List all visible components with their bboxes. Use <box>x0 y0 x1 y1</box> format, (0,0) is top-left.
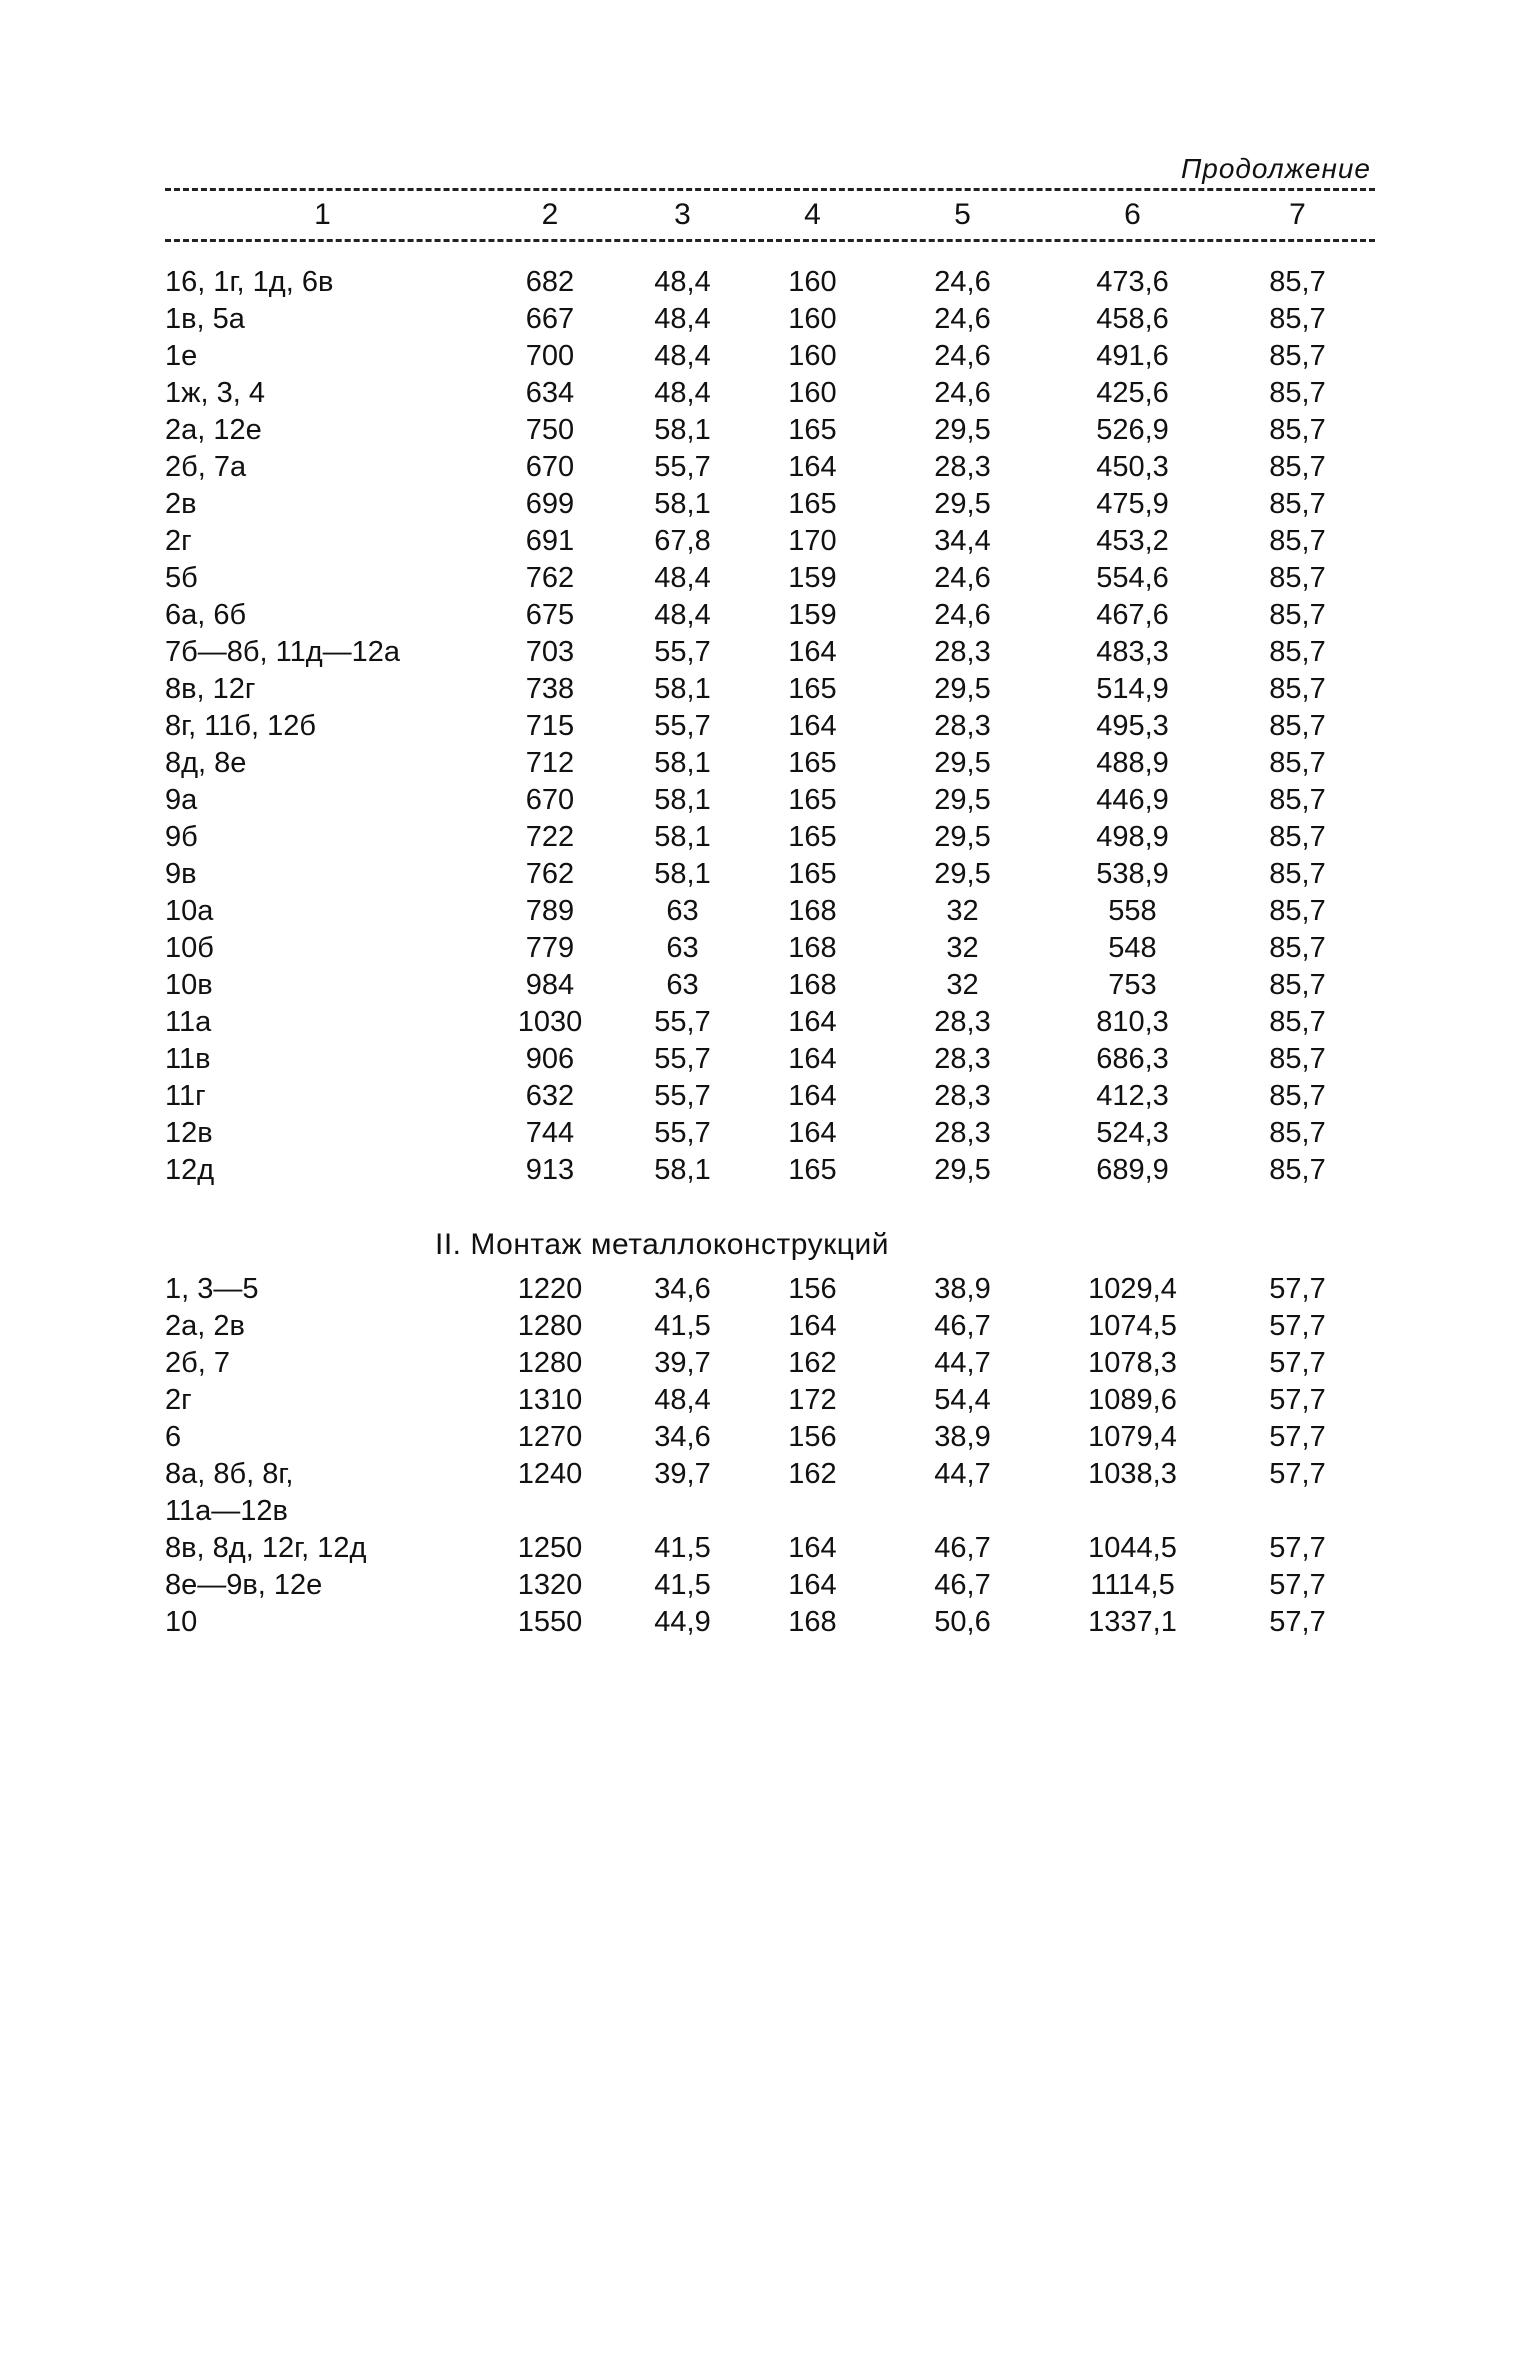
table-cell: 699 <box>525 488 575 520</box>
section-2-title: II. Монтаж металлоконструкций <box>435 1228 889 1261</box>
table-cell: 29,5 <box>934 747 991 779</box>
table-cell: 1030 <box>517 1006 583 1038</box>
table-cell: 63 <box>666 932 699 964</box>
table-row <box>165 1382 1375 1419</box>
column-header-7: 7 <box>1289 198 1306 231</box>
table-cell: 159 <box>788 599 837 631</box>
table-row <box>165 597 1375 634</box>
table-cell: 2а, 12е <box>165 414 262 446</box>
table-cell: 57,7 <box>1269 1421 1326 1453</box>
table-row <box>165 1419 1375 1456</box>
table-cell: 554,6 <box>1096 562 1169 594</box>
table-cell: 762 <box>525 562 575 594</box>
table-row <box>165 449 1375 486</box>
table-cell: 753 <box>1108 969 1157 1001</box>
table-cell: 446,9 <box>1096 784 1169 816</box>
table-cell: 11а <box>165 1006 212 1038</box>
table-cell: 7б—8б, 11д—12а <box>165 636 401 668</box>
table-cell: 9б <box>165 821 198 853</box>
table-cell: 39,7 <box>654 1347 711 1379</box>
table-row <box>165 893 1375 930</box>
table-row <box>165 1604 1375 1641</box>
table-cell: 28,3 <box>934 1043 991 1075</box>
table-cell: 670 <box>525 451 575 483</box>
table-cell: 24,6 <box>934 562 991 594</box>
table-cell: 164 <box>788 710 837 742</box>
table-cell: 48,4 <box>654 599 711 631</box>
table-cell: 85,7 <box>1269 636 1326 668</box>
table-cell: 1250 <box>517 1532 583 1564</box>
table-cell: 85,7 <box>1269 525 1326 557</box>
table-row <box>165 1041 1375 1078</box>
table-cell: 160 <box>788 340 837 372</box>
table-cell: 2в <box>165 488 197 520</box>
table-cell: 85,7 <box>1269 932 1326 964</box>
table-cell: 906 <box>525 1043 575 1075</box>
table-cell: 67,8 <box>654 525 711 557</box>
table-cell: 48,4 <box>654 1384 711 1416</box>
table-cell: 1550 <box>517 1606 583 1638</box>
table-cell: 85,7 <box>1269 266 1326 298</box>
table-cell: 1, 3—5 <box>165 1273 259 1305</box>
table-cell: 6а, 6б <box>165 599 247 631</box>
table-cell: 558 <box>1108 895 1157 927</box>
table-cell: 538,9 <box>1096 858 1169 890</box>
table-row <box>165 1567 1375 1604</box>
table-cell: 8в, 12г <box>165 673 256 705</box>
table-cell: 29,5 <box>934 673 991 705</box>
table-cell: 85,7 <box>1269 414 1326 446</box>
table-row <box>165 967 1375 1004</box>
table-cell: 24,6 <box>934 599 991 631</box>
table-cell: 29,5 <box>934 821 991 853</box>
table-cell: 10б <box>165 932 214 964</box>
table-cell: 2б, 7а <box>165 451 247 483</box>
table-cell: 164 <box>788 1006 837 1038</box>
column-header-5: 5 <box>954 198 971 231</box>
table-cell: 498,9 <box>1096 821 1169 853</box>
table-row <box>165 1345 1375 1382</box>
table-cell: 156 <box>788 1421 837 1453</box>
column-header-6: 6 <box>1124 198 1141 231</box>
table-cell: 58,1 <box>654 1154 711 1186</box>
table-cell: 58,1 <box>654 858 711 890</box>
table-cell: 738 <box>525 673 575 705</box>
table-cell: 675 <box>525 599 575 631</box>
table-cell: 164 <box>788 451 837 483</box>
table-cell: 168 <box>788 932 837 964</box>
table-cell: 1е <box>165 340 198 372</box>
table-cell: 32 <box>946 895 979 927</box>
table-row <box>165 338 1375 375</box>
table-cell: 488,9 <box>1096 747 1169 779</box>
table-cell: 165 <box>788 784 837 816</box>
table-cell: 85,7 <box>1269 1117 1326 1149</box>
table-cell: 46,7 <box>934 1532 991 1564</box>
table-cell: 12д <box>165 1154 215 1186</box>
table-cell: 712 <box>525 747 575 779</box>
table-row <box>165 301 1375 338</box>
table-row <box>165 708 1375 745</box>
table-cell: 32 <box>946 969 979 1001</box>
table-cell: 85,7 <box>1269 377 1326 409</box>
table-row <box>165 634 1375 671</box>
table-cell: 10а <box>165 895 214 927</box>
table-cell: 85,7 <box>1269 710 1326 742</box>
table-row <box>165 486 1375 523</box>
table-cell: 54,4 <box>934 1384 991 1416</box>
table-cell: 425,6 <box>1096 377 1169 409</box>
table-cell: 41,5 <box>654 1310 711 1342</box>
table-cell: 913 <box>525 1154 575 1186</box>
header-bottom-rule <box>165 239 1375 242</box>
table-cell: 28,3 <box>934 451 991 483</box>
table-cell: 9в <box>165 858 197 890</box>
table-cell: 1ж, 3, 4 <box>165 377 266 409</box>
table-cell: 524,3 <box>1096 1117 1169 1149</box>
table-cell: 57,7 <box>1269 1310 1326 1342</box>
table-cell: 28,3 <box>934 636 991 668</box>
table-cell: 24,6 <box>934 266 991 298</box>
table-cell: 750 <box>525 414 575 446</box>
table-cell: 32 <box>946 932 979 964</box>
table-cell: 168 <box>788 969 837 1001</box>
table-cell: 475,9 <box>1096 488 1169 520</box>
table-page <box>165 150 1375 1641</box>
table-cell: 1270 <box>517 1421 583 1453</box>
table-cell: 44,7 <box>934 1347 991 1379</box>
table-row <box>165 1308 1375 1345</box>
table-cell: 28,3 <box>934 710 991 742</box>
table-row <box>165 782 1375 819</box>
table-cell: 483,3 <box>1096 636 1169 668</box>
table-cell: 85,7 <box>1269 562 1326 594</box>
table-cell: 160 <box>788 303 837 335</box>
table-cell: 810,3 <box>1096 1006 1169 1038</box>
table-cell: 526,9 <box>1096 414 1169 446</box>
table-cell: 1074,5 <box>1088 1310 1177 1342</box>
table-cell: 164 <box>788 1532 837 1564</box>
table-cell: 450,3 <box>1096 451 1169 483</box>
table-cell: 160 <box>788 266 837 298</box>
table-cell: 46,7 <box>934 1569 991 1601</box>
table-row <box>165 1152 1375 1189</box>
table-cell: 55,7 <box>654 1043 711 1075</box>
table-cell: 164 <box>788 1569 837 1601</box>
table-cell: 473,6 <box>1096 266 1169 298</box>
table-cell: 55,7 <box>654 1006 711 1038</box>
table-cell: 162 <box>788 1458 837 1490</box>
table-cell: 1029,4 <box>1088 1273 1177 1305</box>
table-cell: 412,3 <box>1096 1080 1169 1112</box>
table-cell: 1038,3 <box>1088 1458 1177 1490</box>
table-cell: 634 <box>525 377 575 409</box>
table-cell: 1114,5 <box>1090 1569 1175 1601</box>
table-cell: 85,7 <box>1269 784 1326 816</box>
table-cell: 85,7 <box>1269 340 1326 372</box>
table-cell: 8д, 8е <box>165 747 247 779</box>
table-cell: 670 <box>525 784 575 816</box>
table-cell: 1в, 5а <box>165 303 245 335</box>
table-cell: 691 <box>525 525 575 557</box>
table-cell: 1337,1 <box>1088 1606 1177 1638</box>
table-cell: 48,4 <box>654 562 711 594</box>
table-cell: 700 <box>525 340 575 372</box>
table-cell: 29,5 <box>934 784 991 816</box>
table-row <box>165 1115 1375 1152</box>
table-cell: 164 <box>788 1310 837 1342</box>
table-cell: 160 <box>788 377 837 409</box>
table-cell: 2г <box>165 1384 192 1416</box>
table-cell: 779 <box>525 932 575 964</box>
table-cell: 58,1 <box>654 784 711 816</box>
table-cell: 48,4 <box>654 377 711 409</box>
table-cell: 2г <box>165 525 192 557</box>
table-cell: 9а <box>165 784 198 816</box>
table-cell: 165 <box>788 747 837 779</box>
table-cell: 1310 <box>517 1384 583 1416</box>
table-cell: 632 <box>525 1080 575 1112</box>
table-cell: 667 <box>525 303 575 335</box>
table-cell: 16, 1г, 1д, 6в <box>165 266 334 298</box>
table-cell: 8е—9в, 12е <box>165 1569 323 1601</box>
table-cell: 28,3 <box>934 1117 991 1149</box>
table-cell: 48,4 <box>654 340 711 372</box>
table-row <box>165 1004 1375 1041</box>
table-cell: 10в <box>165 969 213 1001</box>
table-cell: 168 <box>788 895 837 927</box>
table-cell: 41,5 <box>654 1532 711 1564</box>
table-cell: 24,6 <box>934 303 991 335</box>
table-cell: 744 <box>525 1117 575 1149</box>
table-cell: 48,4 <box>654 266 711 298</box>
table-cell: 58,1 <box>654 747 711 779</box>
table-row <box>165 745 1375 782</box>
table-cell: 85,7 <box>1269 1043 1326 1075</box>
table-cell: 58,1 <box>654 488 711 520</box>
table-cell: 165 <box>788 821 837 853</box>
table-cell: 12в <box>165 1117 213 1149</box>
table-cell: 1220 <box>517 1273 583 1305</box>
table-cell: 689,9 <box>1096 1154 1169 1186</box>
table-cell: 1079,4 <box>1088 1421 1177 1453</box>
table-cell: 39,7 <box>654 1458 711 1490</box>
table-cell: 55,7 <box>654 451 711 483</box>
table-cell: 453,2 <box>1096 525 1169 557</box>
table-cell: 29,5 <box>934 1154 991 1186</box>
table-cell: 2б, 7 <box>165 1347 230 1379</box>
table-cell: 63 <box>666 969 699 1001</box>
table-cell: 984 <box>525 969 575 1001</box>
table-cell: 514,9 <box>1096 673 1169 705</box>
table-cell: 715 <box>525 710 575 742</box>
table-cell: 57,7 <box>1269 1606 1326 1638</box>
table-cell: 1280 <box>517 1310 583 1342</box>
table-cell: 8в, 8д, 12г, 12д <box>165 1532 367 1564</box>
table-cell: 467,6 <box>1096 599 1169 631</box>
table-cell: 5б <box>165 562 198 594</box>
table-cell: 8а, 8б, 8г, 11а—12в <box>165 1458 294 1527</box>
table-row <box>165 375 1375 412</box>
table-cell: 164 <box>788 1117 837 1149</box>
table-cell: 55,7 <box>654 1080 711 1112</box>
table-cell: 29,5 <box>934 858 991 890</box>
table-row <box>165 412 1375 449</box>
table-row <box>165 1530 1375 1567</box>
table-cell: 722 <box>525 821 575 853</box>
table-cell: 165 <box>788 414 837 446</box>
table-row <box>165 1271 1375 1308</box>
table-cell: 24,6 <box>934 377 991 409</box>
table-row <box>165 560 1375 597</box>
table-cell: 156 <box>788 1273 837 1305</box>
table-cell: 55,7 <box>654 1117 711 1149</box>
table-cell: 29,5 <box>934 414 991 446</box>
section-1-body <box>165 264 1375 1189</box>
table-cell: 548 <box>1108 932 1157 964</box>
table-cell: 164 <box>788 1043 837 1075</box>
table-cell: 85,7 <box>1269 895 1326 927</box>
table-cell: 170 <box>788 525 837 557</box>
table-cell: 1320 <box>517 1569 583 1601</box>
table-cell: 34,6 <box>654 1273 711 1305</box>
table-cell: 63 <box>666 895 699 927</box>
table-cell: 703 <box>525 636 575 668</box>
table-cell: 46,7 <box>934 1310 991 1342</box>
table-cell: 1280 <box>517 1347 583 1379</box>
table-cell: 11г <box>165 1080 206 1112</box>
table-cell: 165 <box>788 1154 837 1186</box>
table-cell: 58,1 <box>654 821 711 853</box>
continuation-label: Продолжение <box>1180 153 1371 184</box>
table-cell: 85,7 <box>1269 599 1326 631</box>
table-cell: 44,7 <box>934 1458 991 1490</box>
table-cell: 85,7 <box>1269 969 1326 1001</box>
table-cell: 57,7 <box>1269 1532 1326 1564</box>
table-row <box>165 930 1375 967</box>
table-cell: 168 <box>788 1606 837 1638</box>
table-cell: 55,7 <box>654 710 711 742</box>
table-cell: 458,6 <box>1096 303 1169 335</box>
table-cell: 164 <box>788 636 837 668</box>
table-cell: 57,7 <box>1269 1273 1326 1305</box>
table-cell: 58,1 <box>654 414 711 446</box>
table-cell: 686,3 <box>1096 1043 1169 1075</box>
table-cell: 85,7 <box>1269 1154 1326 1186</box>
table-cell: 165 <box>788 673 837 705</box>
table-cell: 24,6 <box>934 340 991 372</box>
table-row <box>165 856 1375 893</box>
table-cell: 28,3 <box>934 1080 991 1112</box>
table-cell: 11в <box>165 1043 211 1075</box>
table-cell: 85,7 <box>1269 488 1326 520</box>
column-header-4: 4 <box>804 198 821 231</box>
table-cell: 6 <box>165 1421 182 1453</box>
column-header-3: 3 <box>674 198 691 231</box>
table-cell: 491,6 <box>1096 340 1169 372</box>
table-cell: 85,7 <box>1269 858 1326 890</box>
column-header-2: 2 <box>541 198 559 231</box>
column-header-1: 1 <box>314 198 331 231</box>
table-cell: 762 <box>525 858 575 890</box>
table-cell: 85,7 <box>1269 1006 1326 1038</box>
table-cell: 41,5 <box>654 1569 711 1601</box>
table-cell: 1078,3 <box>1088 1347 1177 1379</box>
table-cell: 165 <box>788 858 837 890</box>
table-cell: 172 <box>788 1384 837 1416</box>
section-2-body <box>165 1271 1375 1641</box>
table-cell: 164 <box>788 1080 837 1112</box>
table-cell: 29,5 <box>934 488 991 520</box>
table-cell: 55,7 <box>654 636 711 668</box>
table-cell: 1089,6 <box>1088 1384 1177 1416</box>
table-cell: 57,7 <box>1269 1384 1326 1416</box>
table-cell: 48,4 <box>654 303 711 335</box>
table-cell: 85,7 <box>1269 1080 1326 1112</box>
table-cell: 495,3 <box>1096 710 1169 742</box>
table-cell: 85,7 <box>1269 303 1326 335</box>
table-cell: 38,9 <box>934 1421 991 1453</box>
table-cell: 85,7 <box>1269 821 1326 853</box>
table-cell: 1240 <box>517 1458 583 1490</box>
table-cell: 162 <box>788 1347 837 1379</box>
table-cell: 28,3 <box>934 1006 991 1038</box>
table-cell: 57,7 <box>1269 1569 1326 1601</box>
table-cell: 8г, 11б, 12б <box>165 710 316 742</box>
table-cell: 165 <box>788 488 837 520</box>
table-cell: 58,1 <box>654 673 711 705</box>
table-cell: 85,7 <box>1269 673 1326 705</box>
table-row <box>165 523 1375 560</box>
table-cell: 682 <box>525 266 575 298</box>
table-cell: 57,7 <box>1269 1347 1326 1379</box>
table-cell: 10 <box>165 1606 198 1638</box>
table-row <box>165 819 1375 856</box>
table-cell: 789 <box>525 895 575 927</box>
table-cell: 50,6 <box>934 1606 991 1638</box>
table-cell: 38,9 <box>934 1273 991 1305</box>
table-row <box>165 671 1375 708</box>
table-cell: 34,4 <box>934 525 991 557</box>
table-cell: 34,6 <box>654 1421 711 1453</box>
table-cell: 44,9 <box>654 1606 711 1638</box>
table-cell: 85,7 <box>1269 747 1326 779</box>
table-cell: 2а, 2в <box>165 1310 245 1342</box>
table-cell: 1044,5 <box>1088 1532 1177 1564</box>
table-row <box>165 1078 1375 1115</box>
table-row <box>165 264 1375 301</box>
table-cell: 57,7 <box>1269 1458 1326 1490</box>
table-cell: 159 <box>788 562 837 594</box>
table-row <box>165 1456 1375 1530</box>
table-cell: 85,7 <box>1269 451 1326 483</box>
column-header-row <box>165 191 1375 239</box>
